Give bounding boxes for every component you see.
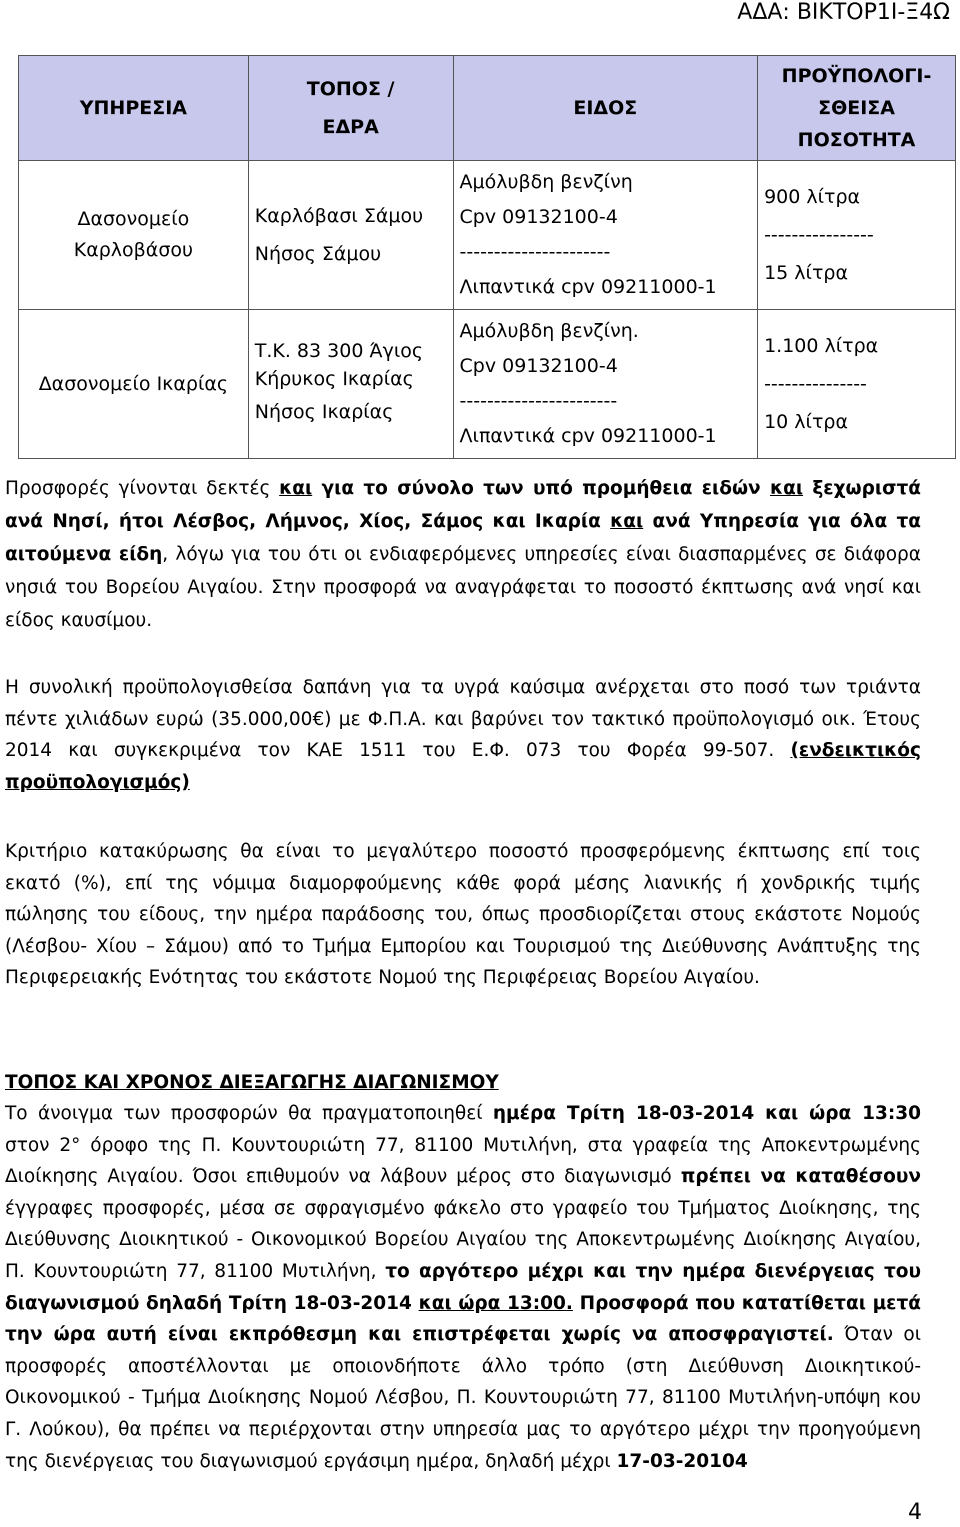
table-row (19, 310, 956, 459)
header-type: ΕΙΔΟΣ (453, 56, 758, 161)
cell-type: Αμόλυβδη βενζίνη. Cpv 09132100-4 ----------------------- Λιπαντικά cpv 09211000-1 (453, 310, 758, 459)
cell-quantity: 900 λίτρα ---------------- 15 λίτρα (758, 161, 956, 310)
paragraph-award-criterion: Κριτήριο κατακύρωσης θα είναι το μεγαλύτερο ποσοστό προσφερόμενης έκπτωσης επί τοις εκατό (%), επί της νόμιμα διαμορφούμενης κάθε φορά μέσης λιανικής ή χονδρικής τιμής πώλησης του είδους, την ημέρα παράδοσης του, όπως προσδιορίζεται στους εκάστοτε Νομούς (Λέσβου- Χίου – Σάμου) από το Τμήμα Εμπορίου και Τουρισμού της Διεύθυνσης Ανάπτυξης της Περιφερειακής Ενότητας του εκάστοτε Νομού της Περιφέρειας Βορείου Αιγαίου. (5, 841, 921, 989)
header-place: ΤΟΠΟΣ / ΕΔΡΑ (248, 56, 453, 161)
header-quantity: ΠΡΟΫΠΟΛΟΓΙ- ΣΘΕΙΣΑ ΠΟΣΟΤΗΤΑ (758, 56, 956, 161)
paragraph-budget: Η συνολική προϋπολογισθείσα δαπάνη για τα υγρά καύσιμα ανέρχεται στο ποσό των τριάντα πέντε χιλιάδων ευρώ (35.000,00€) με Φ.Π.Α. και βαρύνει τον τακτικό προϋπολογισμό οικ. Έτους 2014 και συγκεκριμένα τον ΚΑΕ 1511 του Ε.Φ. 073 του Φορέα 99-507. (ενδεικτικός προϋπολογισμός) (5, 677, 921, 793)
cell-service: Δασονομείο Καρλοβάσου (19, 161, 249, 310)
header-service: ΥΠΗΡΕΣΙΑ (19, 56, 249, 161)
cell-place: Καρλόβασι Σάμου Νήσος Σάμου (248, 161, 453, 310)
cell-place: Τ.Κ. 83 300 Άγιος Κήρυκος Ικαρίας Νήσος Ικαρίας (248, 310, 453, 459)
cell-service: Δασονομείο Ικαρίας (19, 310, 249, 459)
ada-code: ΑΔΑ: ΒΙΚΤΟΡ1Ι-Ξ4Ω (737, 0, 950, 25)
section-heading: ΤΟΠΟΣ ΚΑΙ ΧΡΟΝΟΣ ΔΙΕΞΑΓΩΓΗΣ ΔΙΑΓΩΝΙΣΜΟΥ (5, 1072, 499, 1093)
paragraph-offers: Προσφορές γίνονται δεκτές και για το σύνολο των υπό προμήθεια ειδών και ξεχωριστά ανά Νησί, ήτοι Λέσβος, Λήμνος, Χίος, Σάμος και Ικαρία και ανά Υπηρεσία για όλα τα αιτούμενα είδη, λόγω για του ότι οι ενδιαφερόμενες υπηρεσίες είναι διασπαρμένες σε διάφορα νησιά του Βορείου Αιγαίου. Στην προσφορά να αναγράφεται το ποσοστό έκπτωσης ανά νησί και είδος καυσίμου. (5, 478, 921, 631)
cell-quantity: 1.100 λίτρα --------------- 10 λίτρα (758, 310, 956, 459)
table-header-row (19, 56, 956, 161)
procurement-table (18, 55, 956, 459)
paragraph-place-time: Το άνοιγμα των προσφορών θα πραγματοποιηθεί ημέρα Τρίτη 18-03-2014 και ώρα 13:30 στον 2° όροφο της Π. Κουντουριώτη 77, 81100 Μυτιλήνη, στα γραφεία της Αποκεντρωμένης Διοίκησης Αιγαίου. Όσοι επιθυμούν να λάβουν μέρος στο διαγωνισμό πρέπει να καταθέσουν έγγραφες προσφορές, μέσα σε σφραγισμένο φάκελο στο γραφείο του Τμήματος Διοίκησης, της Διεύθυνσης Διοικητικού - Οικονομικού Βορείου Αιγαίου της Αποκεντρωμένης Διοίκησης Αιγαίου, Π. Κουντουριώτη 77, 81100 Μυτιλήνη, το αργότερο μέχρι και την ημέρα διενέργειας του διαγωνισμού δηλαδή Τρίτη 18-03-2014 και ώρα 13:00. Προσφορά που κατατίθεται μετά την ώρα αυτή είναι εκπρόθεσμη και επιστρέφεται χωρίς να αποσφραγιστεί. Όταν οι προσφορές αποστέλλονται με οποιονδήποτε άλλο τρόπο (στη Διεύθυνση Διοικητικού- Οικονομικού - Τμήμα Διοίκησης Νομού Λέσβου, Π. Κουντουριώτη 77, 81100 Μυτιλήνη-υπόψη κου Γ. Λούκου), θα πρέπει να περιέρχονται στην υπηρεσία μας το αργότερο μέχρι την προηγούμενη της διενέργειας του διαγωνισμού εργάσιμη ημέρα, δηλαδή μέχρι 17-03-20104 (5, 1103, 921, 1472)
table-row (19, 161, 956, 310)
page-number: 4 (908, 1500, 922, 1525)
cell-type: Αμόλυβδη βενζίνη Cpv 09132100-4 ---------------------- Λιπαντικά cpv 09211000-1 (453, 161, 758, 310)
